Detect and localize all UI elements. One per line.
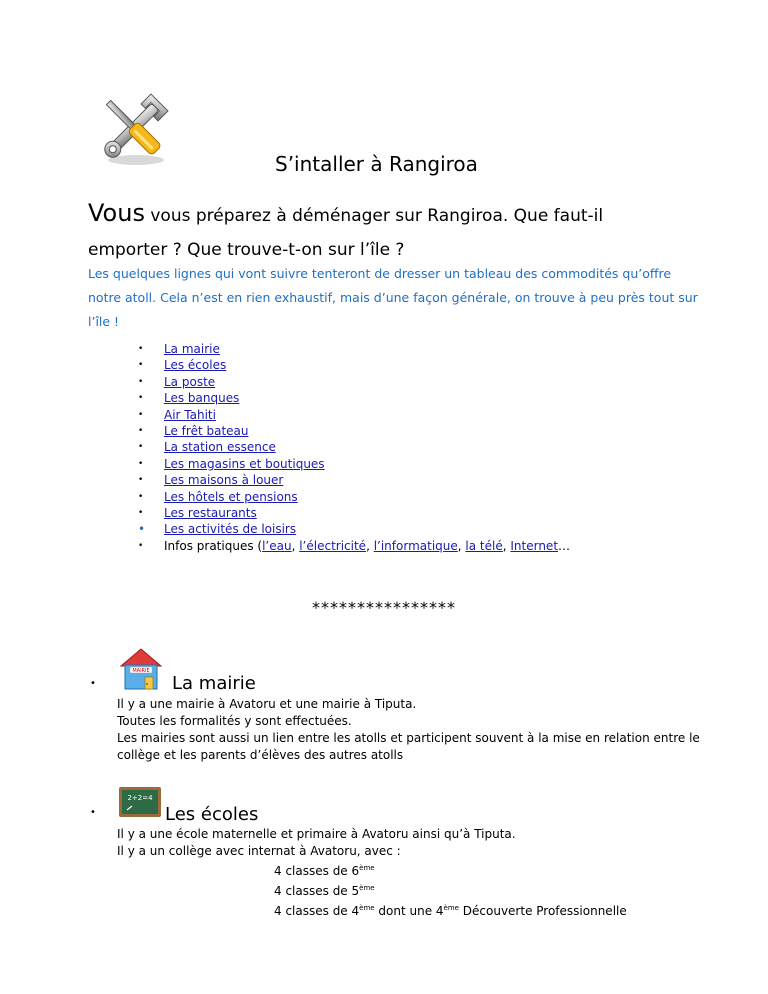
toc-link-hotels[interactable]: Les hôtels et pensions (164, 489, 298, 504)
paragraph: Toutes les formalités y sont effectuées. (117, 714, 352, 728)
toc-link-ecoles[interactable]: Les écoles (164, 358, 227, 373)
toc-item (138, 341, 570, 357)
toc-link-banques[interactable]: Les banques (164, 391, 240, 406)
intro-first-word: Vous (88, 199, 145, 227)
toc-link-maisons[interactable]: Les maisons à louer (164, 473, 284, 488)
paragraph: Il y a une mairie à Avatoru et une mairie à Tiputa. (117, 697, 417, 711)
intro-line1: vous préparez à déménager sur Rangiroa. Que faut-il (144, 206, 604, 226)
toc-link-eau[interactable]: l’eau (262, 538, 292, 553)
toc-link-mairie[interactable]: La mairie (164, 342, 220, 356)
toc-link-station-essence[interactable]: La station essence (164, 440, 276, 455)
toc-link-tele[interactable]: la télé (465, 538, 503, 553)
toc-link-fret-bateau[interactable]: Le frêt bateau (164, 424, 249, 439)
section-bullet: • (90, 807, 96, 818)
infos-prefix: Infos pratiques ( (164, 538, 263, 553)
lead-paragraph: Les quelques lignes qui vont suivre tenteront de dresser un tableau des commodités qu’offre notre atoll. Cela n’est en rien exhaustif, mais d’une façon générale, on trouve à peu près tout sur l’île ! (88, 266, 698, 329)
toc-item (138, 505, 570, 521)
infos-suffix: … (558, 538, 571, 553)
page-title: S’intaller à Rangiroa (275, 152, 478, 176)
paragraph: Il y a une école maternelle et primaire à Avatoru ainsi qu’à Tiputa. (117, 827, 516, 841)
section-bullet: • (90, 678, 96, 689)
town-hall-icon (118, 646, 164, 692)
paragraph: Les mairies sont aussi un lien entre les atolls et participent souvent à la mise en relation entre le collège et les parents d’élèves des autres atolls (117, 731, 700, 762)
toc-item (138, 472, 570, 488)
toc-item (138, 521, 570, 537)
section-title-ecoles: Les écoles (165, 804, 259, 825)
separator-stars: **************** (312, 598, 456, 617)
toc-item-infos: • Infos pratiques (l’eau, l’électricité, l’informatique, la télé, Internet… (138, 538, 570, 554)
toc-link-internet[interactable]: Internet (510, 538, 559, 553)
toc-item (138, 439, 570, 455)
section-body-mairie (117, 696, 717, 764)
toc-item (138, 390, 570, 406)
toc-item (138, 489, 570, 505)
toc-link-electricite[interactable]: l’électricité (299, 538, 367, 553)
section-title-mairie: La mairie (172, 673, 256, 694)
toc-item (138, 357, 570, 373)
toc-link-air-tahiti[interactable]: Air Tahiti (164, 407, 216, 422)
toc-link-informatique[interactable]: l’informatique (373, 538, 458, 553)
toc-link-poste[interactable]: La poste (164, 374, 216, 389)
toc-link-loisirs[interactable]: Les activités de loisirs (164, 522, 297, 537)
toc-link-restaurants[interactable]: Les restaurants (164, 506, 257, 521)
class-line: 4 classes de 4ème dont une 4ème Découverte Professionnelle (274, 904, 627, 918)
toc-link-magasins[interactable]: Les magasins et boutiques (164, 456, 325, 471)
town-hall-icon-label: MAIRIE (132, 668, 150, 674)
toc-item (138, 423, 570, 439)
paragraph: Il y a un collège avec internat à Avatoru, avec : (117, 844, 401, 858)
toc-item (138, 407, 570, 423)
toc-item (138, 374, 570, 390)
chalkboard-icon (118, 786, 162, 818)
intro-text (88, 196, 708, 267)
class-line: 4 classes de 5ème (274, 884, 375, 898)
table-of-contents (138, 341, 570, 554)
chalkboard-icon-label: 2+2=4 (127, 794, 153, 802)
intro-line2: emporter ? Que trouve-t-on sur l’île ? (88, 240, 405, 260)
section-body-ecoles (117, 826, 717, 920)
toc-item (138, 456, 570, 472)
class-line: 4 classes de 6ème (274, 864, 375, 878)
